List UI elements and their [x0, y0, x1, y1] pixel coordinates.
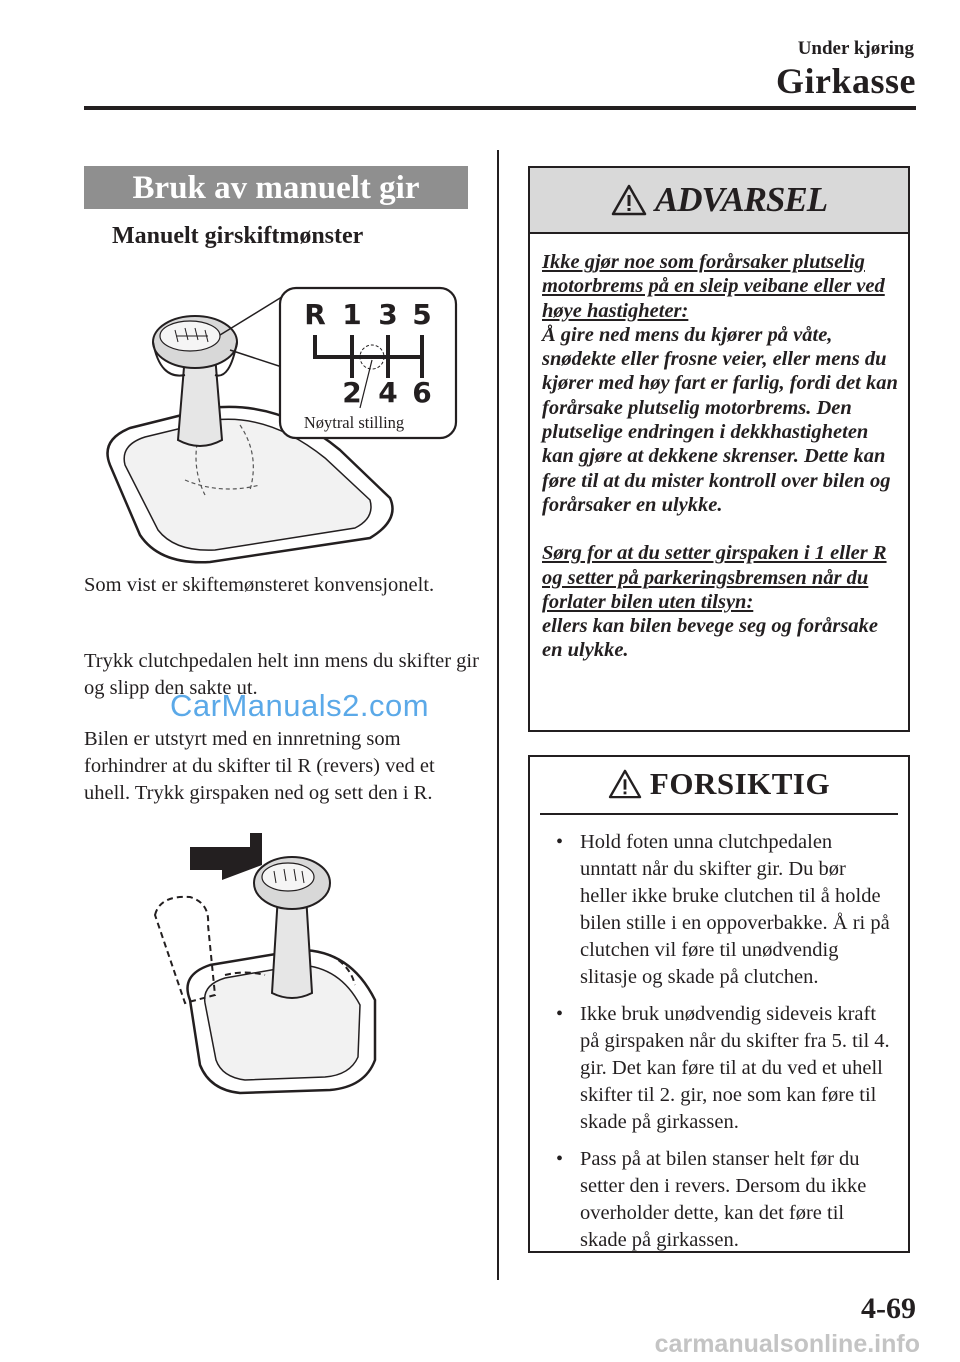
paragraph-reverse: Bilen er utstyrt med en innretning som forhindrer at du skifter til R (revers) ved et uhell. Trykk girspaken ned og sett den i R.: [84, 728, 435, 804]
warning-text-1: Å gire ned mens du kjører på våte, snødekte eller frosne veier, eller mens du kjører med høy fart er farlig, fordi det kan forårsake plutselig motorbrems. Den plutselige endringen i dekkhastigheten kan gjøre at dekkene skrenser. Dette kan føre til at du mister kontroll over bilen og forårsaker en ulykke.: [542, 323, 898, 516]
section-title: Bruk av manuelt gir: [84, 166, 468, 209]
gear-1-label: 1: [342, 298, 362, 331]
warning-text-2: ellers kan bilen bevege seg og forårsake en ulykke.: [542, 615, 878, 662]
caution-item: • Pass på at bilen stanser helt før du setter den i revers. Dersom du ikke overholder dette, kan det føre til skade på girkassen.: [550, 1146, 892, 1254]
caution-item: • Ikke bruk unødvendig sideveis kraft på girspaken når du skifter fra 5. til 4. gir. Det kan føre til at du ved et uhell skifter til 2. gir, noe som kan føre til skade på girkassen.: [550, 1001, 892, 1136]
gear-2-label: 2: [342, 376, 362, 409]
warning-box: [528, 166, 910, 732]
caution-header: [530, 759, 908, 809]
column-divider: [497, 150, 499, 1280]
shift-pattern-figure: [90, 280, 470, 565]
reverse-shift-figure: [150, 825, 380, 1095]
neutral-label: Nøytral stilling: [303, 413, 405, 432]
chapter-title: Girkasse: [775, 61, 916, 101]
gear-4-label: 4: [378, 376, 398, 409]
page-number: 4-69: [861, 1292, 916, 1325]
section-header: Under kjøring: [797, 38, 914, 59]
caution-item: • Hold foten unna clutchpedalen unntatt når du skifter gir. Du bør heller ikke bruke clutchen til å holde bilen stille i en oppoverbakke. Å ri på clutchen vil føre til unødvendig slitasje og skade på clutchen.: [550, 829, 892, 991]
caution-list: [540, 815, 898, 1254]
gear-r-label: R: [304, 298, 326, 331]
caution-box: [528, 755, 910, 1253]
gear-5-label: 5: [412, 298, 432, 331]
watermark: CarManuals2.com: [170, 688, 430, 723]
gear-3-label: 3: [378, 298, 398, 331]
warning-triangle-icon: [611, 184, 647, 216]
push-down-arrow: [190, 833, 262, 880]
paragraph-pattern: Som vist er skiftemønsteret konvensjonelt.: [84, 574, 435, 596]
paragraph-clutch: Trykk clutchpedalen helt inn mens du skifter gir og slipp den sakte ut.: [84, 650, 479, 699]
subheading: Manuelt girskiftmønster: [112, 223, 364, 249]
warning-heading-1: Ikke gjør noe som forårsaker plutselig motorbrems på en sleip veibane eller ved høye hastigheter:: [542, 251, 885, 322]
warning-title: ADVARSEL: [654, 180, 828, 219]
warning-heading-2: Sørg for at du setter girspaken i 1 eller R og setter på parkeringsbremsen når du forlater bilen uten tilsyn:: [542, 542, 887, 613]
header-rule: [84, 106, 916, 110]
caution-triangle-icon: [608, 769, 642, 799]
warning-header: [530, 168, 908, 234]
gear-6-label: 6: [412, 376, 432, 409]
footer-watermark: carmanualsonline.info: [654, 1330, 920, 1358]
caution-title: FORSIKTIG: [649, 766, 831, 801]
